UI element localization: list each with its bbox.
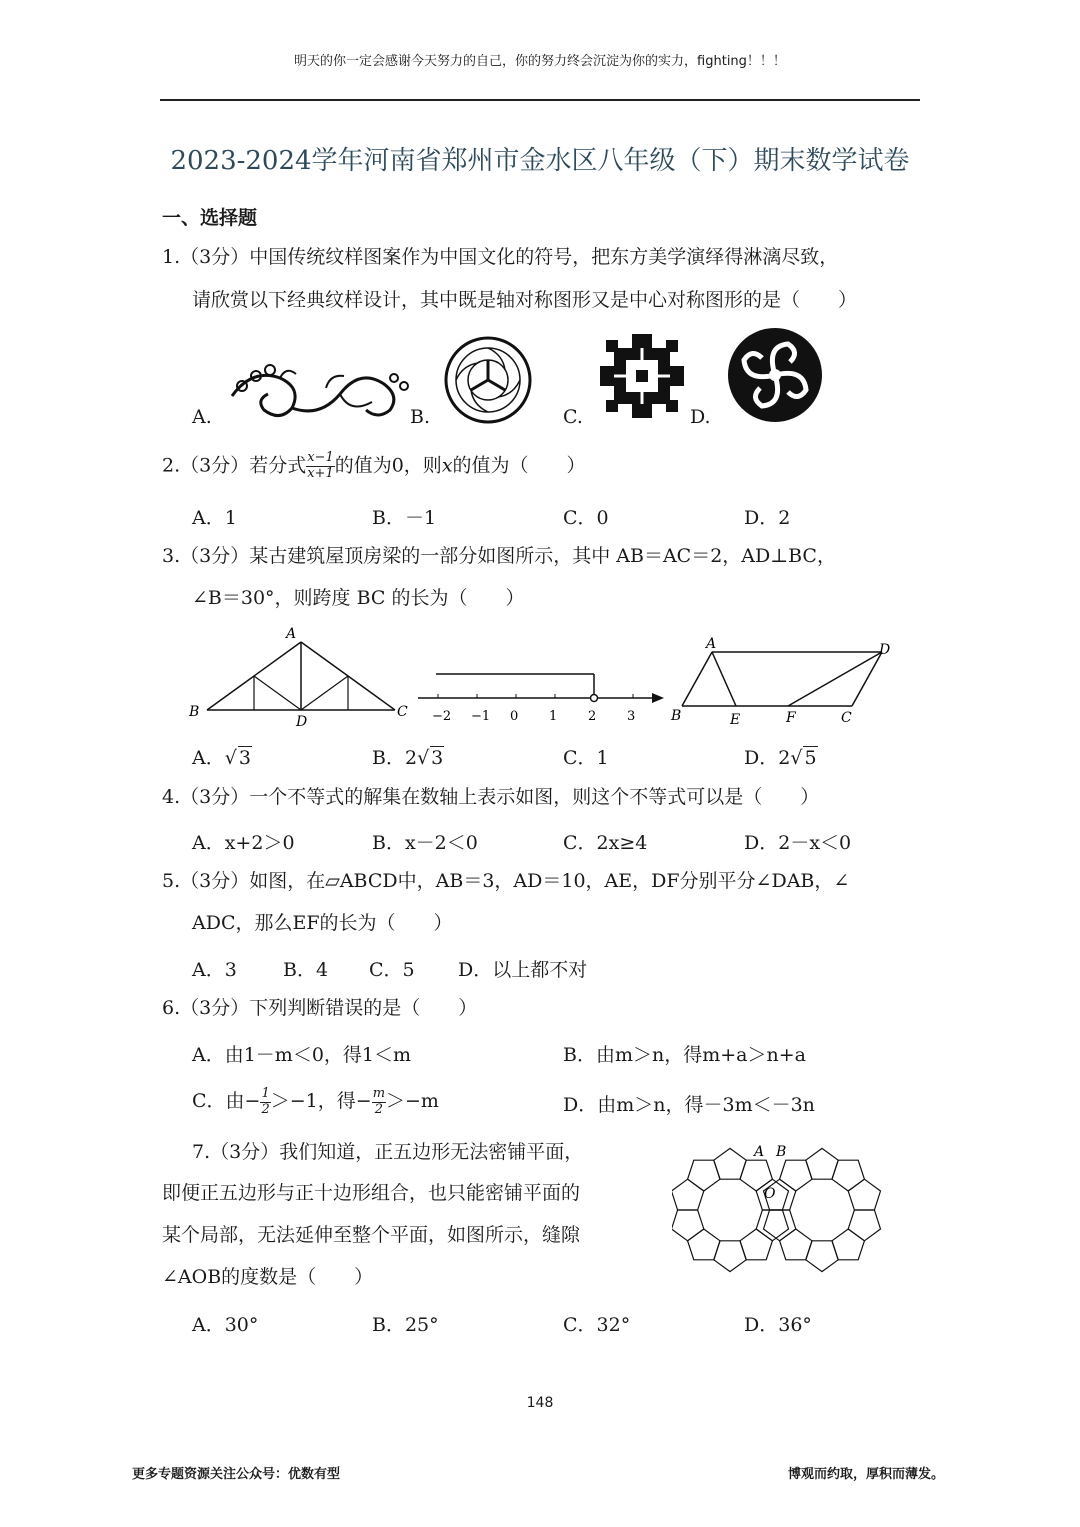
q5-option-d: D．以上都不对 [458,959,588,981]
q4-option-a: A．x+2＞0 [192,832,295,854]
q5-parallelogram-figure [668,636,902,728]
q7-option-c: C．32° [563,1314,631,1336]
q4-stem: 4.（3分）一个不等式的解集在数轴上表示如图，则这个不等式可以是（ ） [162,786,820,808]
q6-option-d: D．由m＞n，得－3m＜－3n [563,1094,815,1116]
q2-stem: 2.（3分）若分式 $\frac{x-1}{x+1}$ 的值为0，则x的值为（ ） [162,450,586,481]
q1-figure-b-round-pattern [443,335,533,425]
q1-line2: 请欣赏以下经典纹样设计，其中既是轴对称图形又是中心对称图形的是（ ） [192,289,858,311]
q4-option-d: D．2－x＜0 [744,832,852,854]
number-line-tick-label: −2 [432,709,452,724]
tiling-label-b: B [776,1144,787,1160]
tiling-pentagon [688,1229,720,1260]
footer-right: 博观而约取，厚积而薄发。 [787,1467,944,1482]
para-label-e: E [730,712,741,728]
q7-option-a: A．30° [192,1314,259,1336]
q5-option-a: A．3 [192,959,237,981]
number-line-tick-label: 1 [549,709,558,724]
q3-option-b: B．2√ 3 [372,747,444,769]
tiling-pentagon [714,1148,746,1179]
q5-option-b: B．4 [283,959,329,981]
q3-truss-figure [185,622,415,728]
q2-option-d: D．2 [744,507,791,529]
q3-option-d: D．2√ 5 [744,747,817,769]
number-line-tick-label: 2 [588,709,597,724]
q3-line2: ∠B＝30°，则跨度 BC 的长为（ ） [192,587,525,609]
q1-option-d-label: D. [690,406,711,428]
q7-option-d: D．36° [744,1314,812,1336]
q7-option-b: B．25° [372,1314,439,1336]
q1-figure-d-swirl-pattern [726,326,824,424]
q1-option-b-label: B. [410,406,431,428]
footer-left: 更多专题资源关注公众号：优数有型 [132,1467,341,1482]
q4-number-line [416,660,668,730]
q5-line2: ADC，那么EF的长为（ ） [192,912,453,934]
tiling-label-o: O [764,1186,776,1202]
q1-figure-a-cloud-pattern [222,348,414,424]
q7-line2: 即便正五边形与正十边形组合，也只能密铺平面的 [162,1182,581,1204]
truss-label-c: C [397,704,408,720]
number-line-tick-label: 0 [510,709,519,724]
q1-option-a-label: A. [192,406,212,428]
q7-line3: 某个局部，无法延伸至整个平面，如图所示，缝隙 [162,1224,581,1246]
tiling-pentagon [780,1229,812,1260]
q7-line4: ∠AOB的度数是（ ） [162,1266,374,1288]
para-label-b: B [671,708,682,724]
tiling-label-a: A [754,1144,765,1160]
q4-option-b: B．x－2＜0 [372,832,478,854]
page-number: 148 [526,1395,554,1411]
page-title: 2023-2024学年河南省郑州市金水区八年级（下）期末数学试卷 [170,146,910,176]
q5-line1: 5.（3分）如图，在▱ABCD中，AB＝3，AD＝10，AE，DF分别平分∠DAB，∠ [162,870,850,892]
para-label-a: A [706,636,717,652]
q5-option-c: C．5 [369,959,415,981]
number-line-tick-label: −1 [471,709,491,724]
q3-option-a: A．√ 3 [192,747,251,769]
para-label-d: D [879,642,891,658]
q1-option-c-label: C. [563,406,583,428]
tiling-pentagon [672,1179,704,1210]
q7-line1: 7.（3分）我们知道，正五边形无法密铺平面， [192,1141,584,1163]
truss-label-d: D [296,714,308,728]
truss-label-b: B [189,704,200,720]
q4-option-c: C．2x≥4 [563,832,648,854]
section-heading: 一、选择题 [162,207,258,229]
para-label-f: F [786,710,796,726]
tiling-pentagon [848,1210,880,1241]
tiling-pentagon [848,1179,880,1210]
q2-option-b: B．－1 [372,507,437,529]
tiling-pentagon [672,1210,704,1241]
q1-line1: 1.（3分）中国传统纹样图案作为中国文化的符号，把东方美学演绎得淋漓尽致， [162,246,839,268]
q6-option-a: A．由1－m＜0，得1＜m [192,1044,412,1066]
header-rule [160,99,920,101]
q3-option-c: C．1 [563,747,609,769]
q3-line1: 3.（3分）某古建筑屋顶房梁的一部分如图所示，其中 AB＝AC＝2，AD⊥BC， [162,545,836,567]
truss-label-a: A [286,626,297,642]
q2-option-c: C．0 [563,507,609,529]
q2-option-a: A．1 [192,507,237,529]
tiling-pentagon [806,1148,838,1179]
q6-stem: 6.（3分）下列判断错误的是（ ） [162,997,478,1019]
para-label-c: C [841,710,852,726]
q6-option-b: B．由m＞n，得m+a＞n+a [563,1044,806,1066]
q7-pentagon-tiling-figure [672,1138,882,1274]
q1-figure-c-knot-pattern [596,330,688,422]
number-line-point [591,695,598,702]
q6-option-c: C．由− $\frac{1}{2}$ ＞−1，得− $\frac{m}{2}$ ＞−m [192,1085,439,1117]
number-line-tick-label: 3 [627,709,636,724]
header-motto: 明天的你一定会感谢今天努力的自己，你的努力终会沉淀为你的实力，fighting！！！ [294,54,786,69]
q2-fraction: $\frac{x-1}{x+1}$ [307,450,334,481]
